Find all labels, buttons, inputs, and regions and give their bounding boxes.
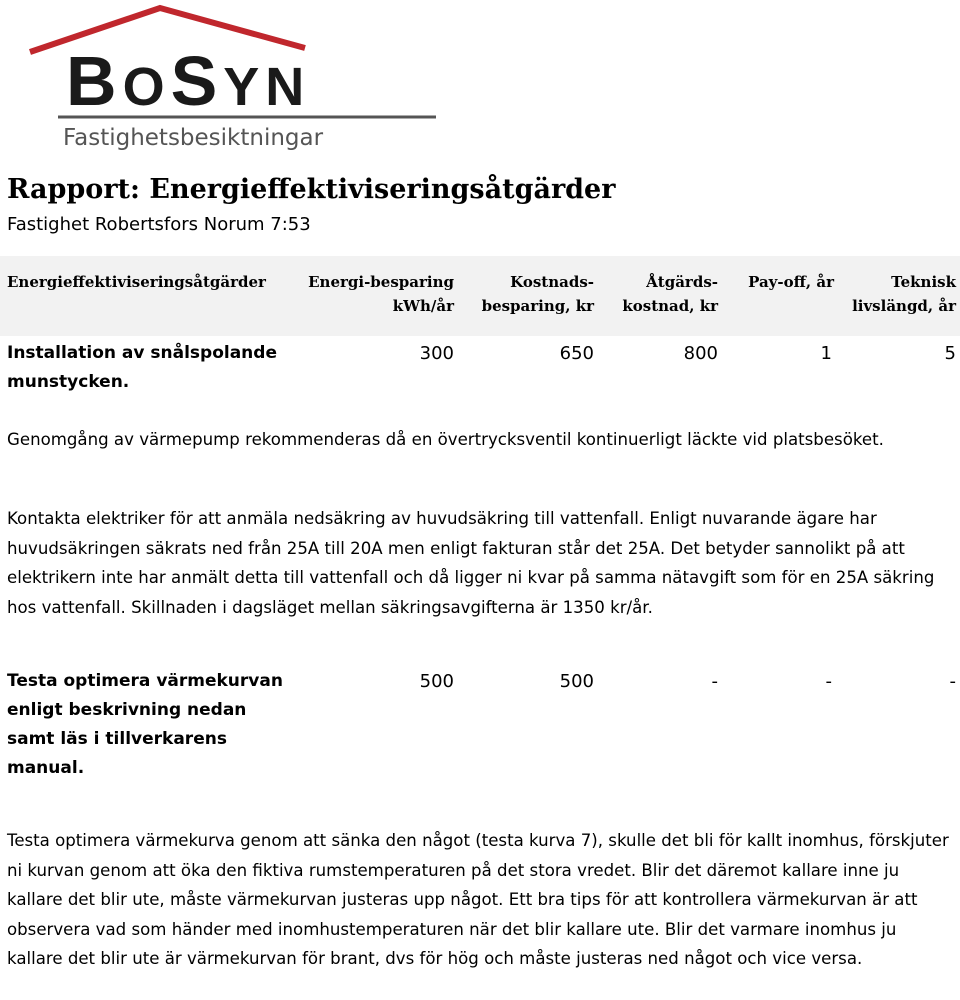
cell-cost-saving: 650	[559, 343, 594, 364]
column-header-lifespan: Teknisk livslängd, år	[852, 273, 956, 315]
report-title: Rapport: Energieffektiviseringsåtgärder	[7, 174, 616, 205]
paragraph-heat-curve: Testa optimera värmekurva genom att sänka den något (testa kurva 7), skulle det bli för kallt inomhus, förskjuter ni kurvan genom att öka den fiktiva rumstemperaturen på det stora vredet. Blir det däremot kallare inne ju kallare det blir ute, måste värmekurvan justeras upp något. Ett bra tips för att kontrollera värmekurvan är att observera vad som händer med inomhustemperaturen när det blir kallare ute. Blir det varmare inomhus ju kallare det blir ute är värmekurvan för brant, dvs för hög och måste justeras ned något och vice versa.	[7, 831, 949, 968]
company-logo	[0, 0, 460, 160]
column-header-cost-saving: Kostnads-besparing, kr	[481, 273, 594, 315]
column-header-measures: Energieffektiviseringsåtgärder	[7, 273, 266, 291]
cell-cost-saving: 500	[559, 671, 594, 692]
cell-lifespan: 5	[944, 343, 956, 364]
cell-lifespan: -	[949, 671, 956, 692]
cell-measure-cost: 800	[683, 343, 718, 364]
paragraph-electrician: Kontakta elektriker för att anmäla nedsäkring av huvudsäkring till vattenfall. Enligt nuvarande ägare har huvudsäkringen säkrats ned från 25A till 20A men enligt fakturan står det 25A. Det betyder sannolikt på att elektrikern inte har anmält detta till vattenfall och då ligger ni kvar på samma nätavgift som för en 25A säkring hos vattenfall. Skillnaden i dagsläget mellan säkringsavgifterna är 1350 kr/år.	[7, 509, 935, 617]
paragraph-heat-pump: Genomgång av värmepump rekommenderas då en övertrycksventil kontinuerligt läckte vid platsbesöket.	[7, 430, 884, 449]
cell-energy-saving: 300	[419, 343, 454, 364]
table-header	[0, 256, 960, 336]
column-header-payoff: Pay-off, år	[748, 273, 834, 291]
cell-payoff: -	[825, 671, 832, 692]
row-label-heat-curve: Testa optimera värmekurvan enligt beskrivning nedan samt läs i tillverkarens manual.	[7, 671, 283, 778]
row-label-nozzles: Installation av snålspolande munstycken.	[7, 343, 277, 392]
logo-subtitle: Fastighetsbesiktningar	[63, 125, 324, 151]
cell-payoff: 1	[820, 343, 832, 364]
logo-wordmark: BOSYN	[66, 42, 311, 120]
column-header-energy-saving: Energi-besparing kWh/år	[308, 273, 454, 315]
property-name: Fastighet Robertsfors Norum 7:53	[7, 214, 311, 235]
cell-measure-cost: -	[711, 671, 718, 692]
cell-energy-saving: 500	[419, 671, 454, 692]
column-header-measure-cost: Åtgärds-kostnad, kr	[622, 273, 718, 315]
